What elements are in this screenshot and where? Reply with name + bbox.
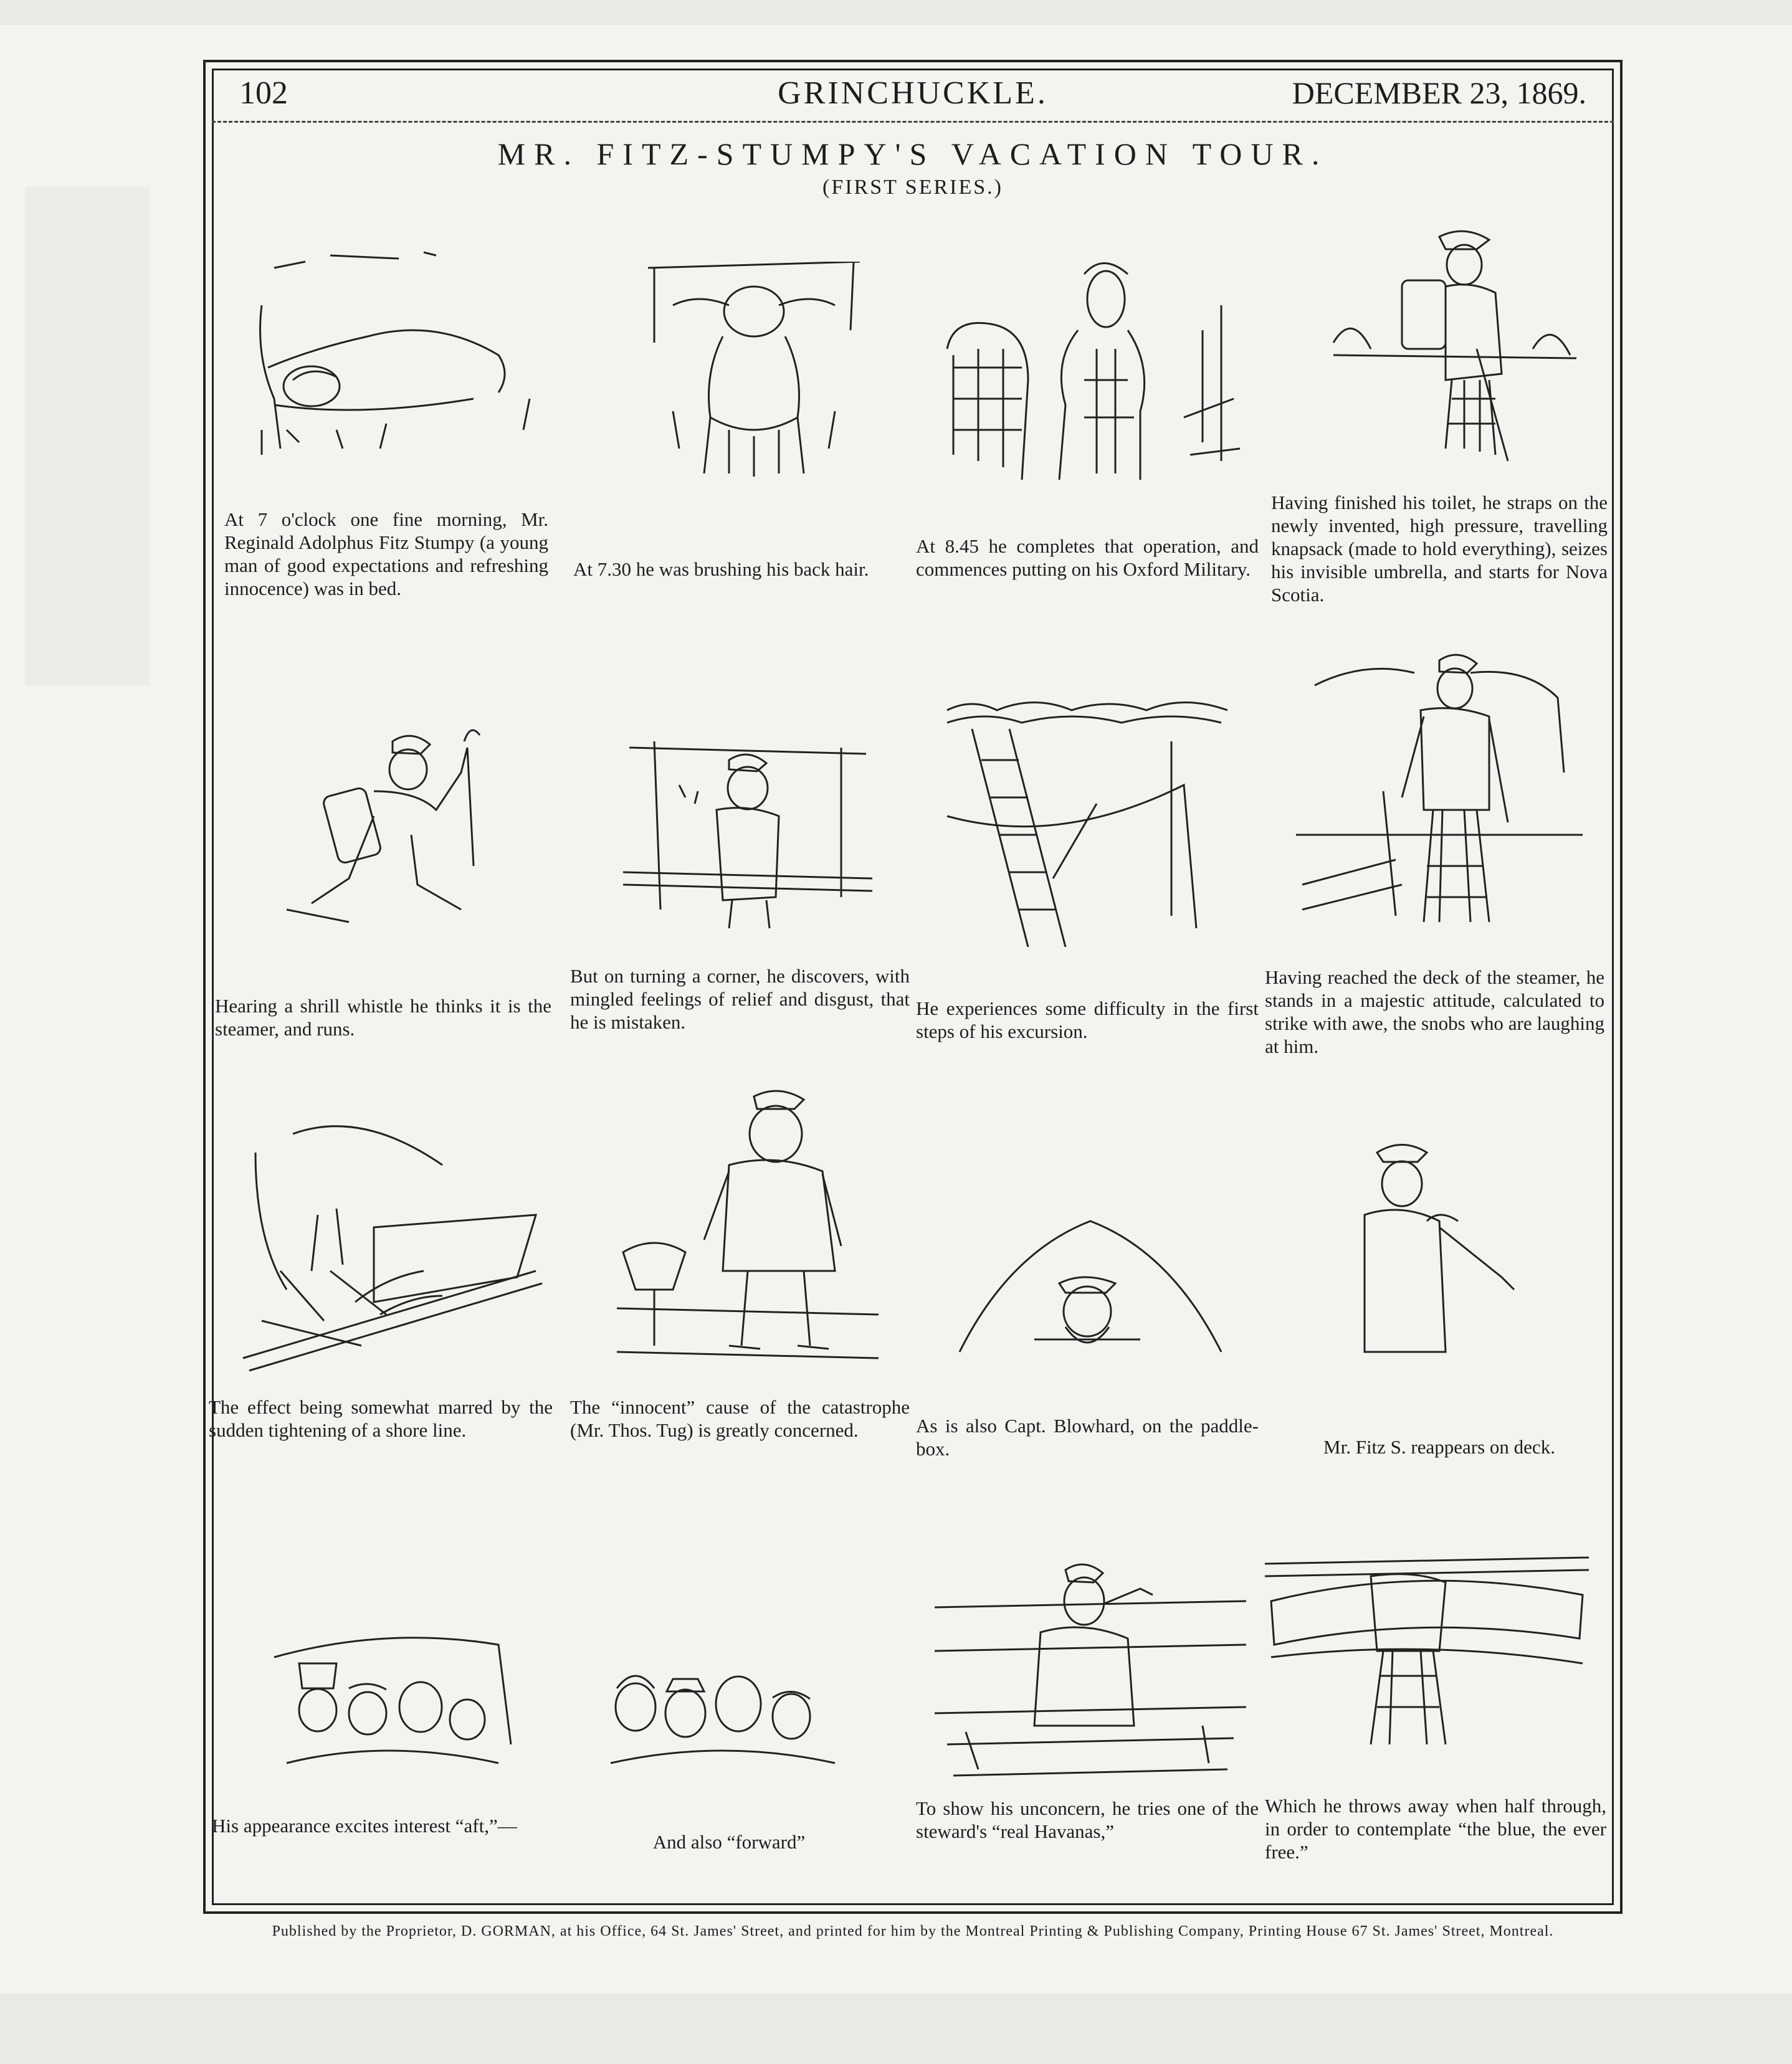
panel-caption: Mr. Fitz S. reappears on deck. [1323,1436,1555,1458]
publication-name: GRINCHUCKLE. [778,75,1048,111]
panel-caption: At 7 o'clock one fine morning, Mr. Reginald Adolphus Fitz Stumpy (a young man of good expectations and refreshing innocence) was in bed. [224,508,548,599]
header-rule [212,121,1614,123]
panel-caption: Hearing a shrill whistle he thinks it is the steamer, and runs. [215,995,551,1040]
panel-caption: But on turning a corner, he discovers, with mingled feelings of relief and disgust, that he is mistaken. [570,965,910,1033]
page-header [212,75,1614,120]
gangway-drawing [935,692,1246,947]
reappears-drawing [1340,1134,1564,1371]
knapsack-drawing [1321,224,1583,473]
falling-drawing [237,1115,548,1377]
panel-caption: At 7.30 he was brushing his back hair. [573,558,869,580]
panel-caption: The effect being somewhat marred by the sudden tightening of a shore line. [209,1396,553,1441]
panel-caption: Having finished his toilet, he straps on the newly invented, high pressure, travelling knapsack (made to hold everything), seizes his invisible umbrella, and starts for Nova Scotia. [1271,492,1608,606]
seasick-drawing [1259,1539,1595,1788]
panel-caption: To show his unconcern, he tries one of the steward's “real Havanas,” [916,1797,1259,1842]
sailor-drawing [611,1084,885,1364]
cigar-drawing [928,1545,1252,1788]
panel-caption: As is also Capt. Blowhard, on the paddle-box. [916,1415,1259,1460]
panel-caption: Which he throws away when half through, in order to contemplate “the blue, the ever free.” [1265,1795,1606,1863]
crowd-forward-drawing [598,1645,847,1769]
panel-caption: And also “forward” [652,1831,806,1853]
panel-caption: At 8.45 he completes that operation, and commences putting on his Oxford Military. [916,535,1259,580]
page-title: MR. FITZ-STUMPY'S VACATION TOUR. [497,136,1328,171]
page-number: 102 [239,75,288,111]
sleeping-in-bed-drawing [237,243,548,492]
page-subtitle: (FIRST SERIES.) [822,176,1003,199]
issue-date: DECEMBER 23, 1869. [1292,75,1586,110]
running-drawing [274,723,511,935]
panel-caption: He experiences some difficulty in the first steps of his excursion. [916,997,1259,1042]
paper-texture [0,0,1792,25]
paper-texture [0,1994,1792,2064]
street-corner-drawing [617,723,879,935]
brushing-hair-drawing [636,262,872,486]
crowd-aft-drawing [262,1620,523,1769]
publisher-imprint: Published by the Proprietor, D. GORMAN, at his Office, 64 St. James' Street, and printed for him by the Montreal Printing & Publishing Company, Printing House 67 St. James' Street, Montreal. [272,1923,1554,1939]
paper-texture [25,187,150,685]
captain-drawing [947,1215,1234,1364]
panel-caption: The “innocent” cause of the catastrophe (Mr. Thos. Tug) is greatly concerned. [570,1396,910,1441]
majestic-pose-drawing [1290,648,1589,935]
panel-caption: His appearance excites interest “aft,”— [212,1815,517,1837]
dressing-drawing [941,255,1252,492]
panel-caption: Having reached the deck of the steamer, he stands in a majestic attitude, calculated to strike with awe, the snobs who are laughing at him. [1265,966,1604,1057]
